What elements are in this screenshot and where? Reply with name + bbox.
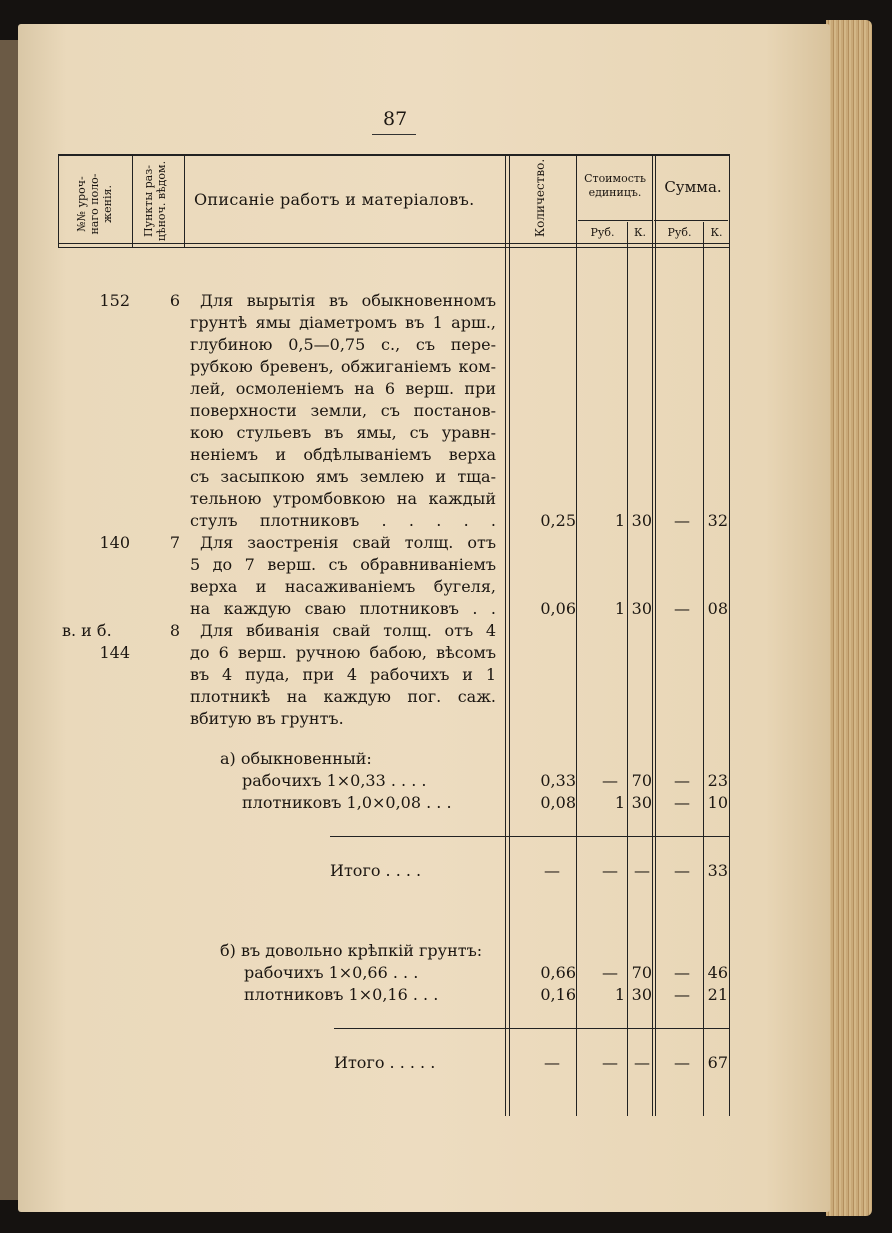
sub-a-item-2-unit-rub: 1 [614, 793, 625, 812]
col-divider-desc-a [505, 154, 506, 1116]
row-3-line-5: вбитую въ грунтъ. [190, 709, 344, 728]
sub-b-total-unit-kop: — [634, 1053, 650, 1072]
book-left-edge [0, 40, 18, 1200]
sub-b-item-2-sum-kop: 21 [707, 985, 728, 1004]
sub-a-total-label: Итого . . . . [330, 861, 422, 880]
sub-b-item-2-qty: 0,16 [540, 985, 576, 1004]
row-1-line-8: неніемъ и обдѣлываніемъ верха [190, 445, 496, 464]
row-2-line-1: Для заостренія свай толщ. отъ [200, 533, 496, 552]
header-rub-sum: Руб. [667, 226, 692, 239]
sum-sub-rule [654, 220, 728, 221]
page-number-rule [372, 134, 416, 135]
sub-b-total-unit-rub: — [602, 1053, 618, 1072]
sub-a-item-1-unit-rub: — [602, 771, 618, 790]
row-2-line-4: на каждую сваю плотниковъ . . [190, 599, 496, 618]
col-divider-2 [132, 154, 133, 248]
row-1-location: 152 [99, 291, 130, 310]
sub-a-total-sum-rub: — [674, 861, 690, 880]
row-1-line-5: лей, осмоленіемъ на 6 верш. при [190, 379, 496, 398]
row-2-point: 7 [169, 533, 180, 552]
unit-cost-sub-rule [578, 220, 652, 221]
row-1-unit-kop: 30 [631, 511, 652, 530]
sub-a-item-2-qty: 0,08 [540, 793, 576, 812]
row-2-line-3: верха и насаживаніемъ бугеля, [190, 577, 496, 596]
col-divider-1 [58, 154, 59, 248]
sub-b-item-2-unit-kop: 30 [631, 985, 652, 1004]
sub-a-item-1-unit-kop: 70 [631, 771, 652, 790]
sub-a-title: а) обыкновенный: [220, 749, 372, 768]
row-1-line-10: тельною утромбовкою на каждый [190, 489, 496, 508]
header-description: Описаніе работъ и матеріаловъ. [194, 190, 475, 209]
row-2-sum-rub: — [674, 599, 690, 618]
sub-b-item-1-sum-rub: — [674, 963, 690, 982]
row-1-sum-rub: — [674, 511, 690, 530]
sub-b-total-label: Итого . . . . . [334, 1053, 436, 1072]
row-2-line-2: 5 до 7 верш. съ обравниваніемъ [190, 555, 496, 574]
sub-b-total-sum-rub: — [674, 1053, 690, 1072]
row-2-location: 140 [99, 533, 130, 552]
sub-a-total-sum-kop: 33 [707, 861, 728, 880]
sub-b-item-1-sum-kop: 46 [707, 963, 728, 982]
col-divider-qty [576, 154, 577, 1116]
header-sum: Сумма. [664, 178, 722, 196]
sub-b-item-1-qty: 0,66 [540, 963, 576, 982]
sub-b-item-2-sum-rub: — [674, 985, 690, 1004]
sub-a-item-2-sum-rub: — [674, 793, 690, 812]
row-2-unit-kop: 30 [631, 599, 652, 618]
sub-a-item-1-sum-kop: 23 [707, 771, 728, 790]
row-3-line-3: въ 4 пуда, при 4 рабочихъ и 1 [190, 665, 496, 684]
header-unit-cost: Стоимость единицъ. [584, 172, 646, 199]
row-1-line-7: кою стульевъ въ ямы, съ уравн- [190, 423, 496, 442]
row-1-qty: 0,25 [540, 511, 576, 530]
row-1-point: 6 [169, 291, 180, 310]
sub-b-item-1-label: рабочихъ 1×0,66 . . . [244, 963, 419, 982]
row-2-unit-rub: 1 [614, 599, 625, 618]
book-page-edges [826, 20, 872, 1216]
header-rub: Руб. [590, 226, 615, 239]
subtotal-a-rule [330, 836, 730, 837]
header-quantity: Количество. [533, 158, 547, 238]
header-location: №№ уроч- наго поло- женія. [75, 173, 114, 235]
row-3-location-2: 144 [99, 643, 130, 662]
row-1-line-11: стулъ плотниковъ . . . . . [190, 511, 496, 530]
col-divider-sum-a [652, 154, 653, 1116]
row-1-line-3: глубиною 0,5—0,75 с., съ пере- [190, 335, 496, 354]
header-kop-sum: К. [710, 226, 723, 239]
row-3-location: в. и б. [62, 621, 112, 640]
sub-a-item-1-sum-rub: — [674, 771, 690, 790]
sub-a-item-2-sum-kop: 10 [707, 793, 728, 812]
sub-a-item-2-label: плотниковъ 1,0×0,08 . . . [242, 793, 452, 812]
sub-b-item-1-unit-rub: — [602, 963, 618, 982]
sub-b-item-2-unit-rub: 1 [614, 985, 625, 1004]
row-2-sum-kop: 08 [707, 599, 728, 618]
header-kop: К. [633, 226, 646, 239]
sub-b-total-sum-kop: 67 [707, 1053, 728, 1072]
row-3-line-2: до 6 верш. ручною бабою, вѣсомъ [190, 643, 496, 662]
row-2-qty: 0,06 [540, 599, 576, 618]
row-3-point: 8 [169, 621, 180, 640]
col-divider-right [729, 154, 730, 1116]
sub-b-item-2-label: плотниковъ 1×0,16 . . . [244, 985, 439, 1004]
col-divider-3 [184, 154, 185, 248]
sub-a-total-unit-rub: — [602, 861, 618, 880]
sub-b-total-qty: — [544, 1053, 560, 1072]
row-1-line-4: рубкою бревенъ, обжиганіемъ ком- [190, 357, 496, 376]
row-3-line-4: плотникѣ на каждую пог. саж. [190, 687, 496, 706]
sub-a-item-1-label: рабочихъ 1×0,33 . . . . [242, 771, 427, 790]
row-3-line-1: Для вбиванія свай толщ. отъ 4 [200, 621, 496, 640]
sub-b-item-1-unit-kop: 70 [631, 963, 652, 982]
row-1-line-9: съ засыпкою ямъ землею и тща- [190, 467, 496, 486]
row-1-line-1: Для вырытія въ обыкновенномъ [200, 291, 496, 310]
sub-a-item-1-qty: 0,33 [540, 771, 576, 790]
sub-b-title: б) въ довольно крѣпкій грунтъ: [220, 941, 483, 960]
sub-a-total-qty: — [544, 861, 560, 880]
row-1-line-2: грунтѣ ямы діаметромъ въ 1 арш., [190, 313, 496, 332]
header-points: Пункты раз- цѣнoч. вѣдом. [142, 160, 168, 242]
row-1-sum-kop: 32 [707, 511, 728, 530]
subtotal-b-rule [334, 1028, 730, 1029]
row-1-unit-rub: 1 [614, 511, 625, 530]
sub-a-total-unit-kop: — [634, 861, 650, 880]
page-number: 87 [383, 108, 408, 130]
col-divider-desc-b [509, 154, 510, 1116]
row-1-line-6: поверхности земли, съ постанов- [190, 401, 496, 420]
sub-a-item-2-unit-kop: 30 [631, 793, 652, 812]
